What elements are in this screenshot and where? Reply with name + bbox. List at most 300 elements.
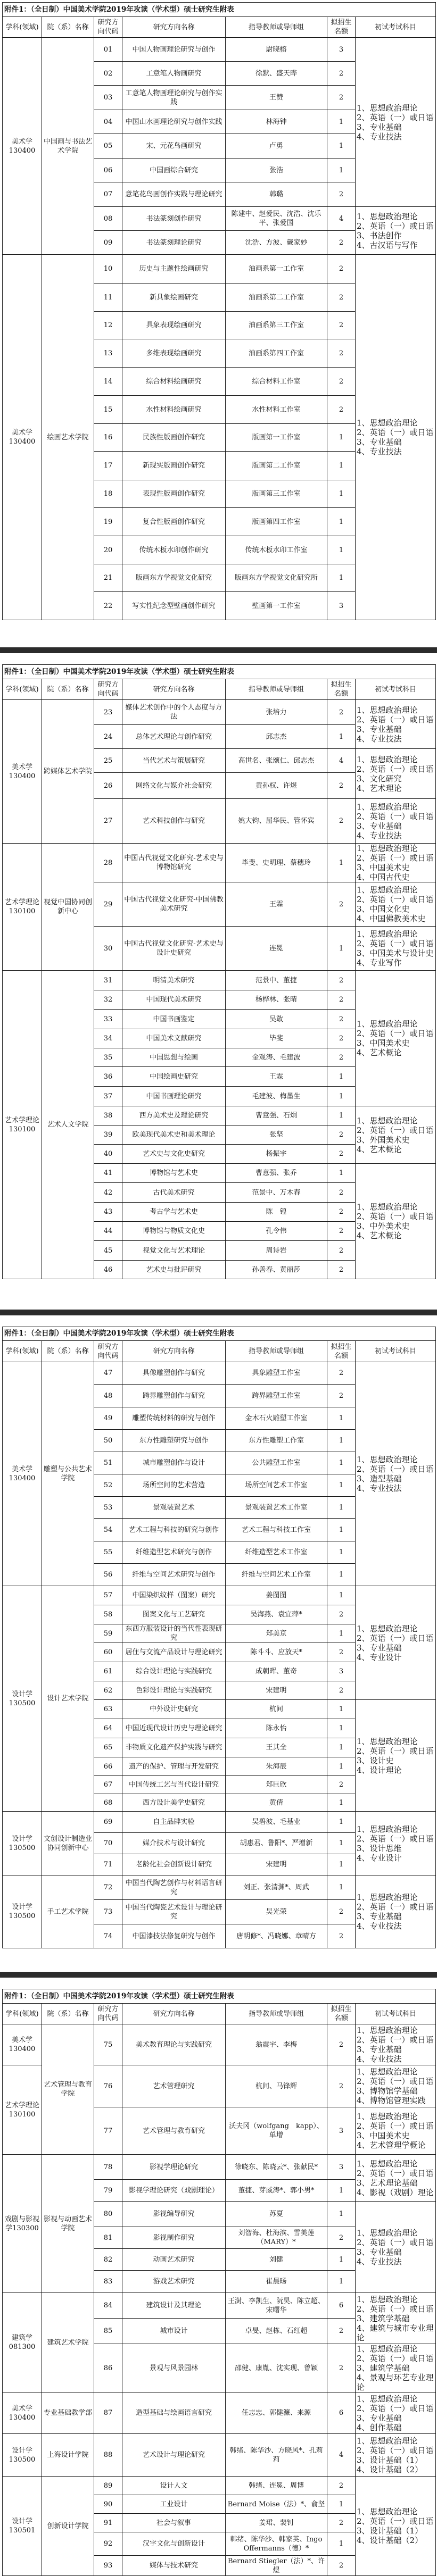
quota-cell: 2 bbox=[327, 231, 356, 255]
direction-cell: 艺术工程与科技的研究与创作 bbox=[122, 1519, 226, 1541]
code-cell: 72 bbox=[94, 1875, 122, 1900]
exam-subjects-cell: 1、思想政治理论 2、英语（一）或日语 3、专业基础 4、专业技法 bbox=[356, 2202, 436, 2293]
department-cell: 视觉中国协同创新中心 bbox=[42, 844, 94, 971]
tutor-cell: 范景中、董捷 bbox=[226, 971, 327, 990]
quota-cell: 1 bbox=[327, 1875, 356, 1900]
quota-cell: 1 bbox=[327, 2202, 356, 2227]
code-cell: 69 bbox=[94, 1812, 122, 1833]
quota-cell: 1 bbox=[327, 1586, 356, 1605]
direction-cell: 工业设计 bbox=[122, 2495, 226, 2514]
table-row bbox=[3, 2434, 436, 2477]
table-row bbox=[3, 38, 436, 62]
direction-cell: 自主品牌实验 bbox=[122, 1812, 226, 1833]
code-cell: 66 bbox=[94, 1757, 122, 1776]
exam-subjects-cell: 1、思想政治理论 2、英语（一）或日语 3、专业基础 4、专业技法 bbox=[356, 255, 436, 620]
exam-subjects-cell: 1、思想政治理论 2、英语（一）或日语 3、艺术理论基础 4、影视（戏剧）理论 bbox=[356, 2155, 436, 2202]
quota-cell: 2 bbox=[327, 2227, 356, 2249]
tutor-cell: 吴海燕、袁宜萍* bbox=[226, 1605, 327, 1624]
department-header: 院（系）名称 bbox=[42, 17, 94, 38]
subject-header: 学科(领域) bbox=[3, 2004, 42, 2024]
direction-cell: 中国古代视觉文化研究-中国佛教美术研究 bbox=[122, 882, 226, 927]
quota-cell: 3 bbox=[327, 592, 356, 620]
quota-header: 拟招生 名额 bbox=[327, 1341, 356, 1362]
department-cell: 雕塑与公共艺术学院 bbox=[42, 1362, 94, 1586]
direction-cell: 表现性版画创作研究 bbox=[122, 480, 226, 508]
table-row bbox=[3, 700, 436, 725]
tutor-cell: 曹意强、石炯 bbox=[226, 1106, 327, 1126]
department-cell: 影视与动画艺术学院 bbox=[42, 2155, 94, 2293]
direction-cell: 媒体与技术研究 bbox=[122, 2556, 226, 2576]
direction-cell: 写实性纪念型壁画创作研究 bbox=[122, 592, 226, 620]
code-cell: 54 bbox=[94, 1519, 122, 1541]
direction-cell: 欧美现代美术史和美术理论 bbox=[122, 1126, 226, 1145]
quota-cell: 1 bbox=[327, 1833, 356, 1854]
code-cell: 80 bbox=[94, 2202, 122, 2227]
direction-cell: 民族性版画创作研究 bbox=[122, 424, 226, 452]
quota-cell: 1 bbox=[327, 1106, 356, 1126]
subject-cell: 美术学 130400 bbox=[3, 2392, 42, 2434]
quota-cell: 2 bbox=[327, 700, 356, 725]
quota-cell: 2 bbox=[327, 2065, 356, 2107]
quota-cell: 3 bbox=[327, 38, 356, 62]
quota-cell: 2 bbox=[327, 1924, 356, 1948]
code-cell: 38 bbox=[94, 1106, 122, 1126]
quota-cell: 2 bbox=[327, 1048, 356, 1067]
direction-cell: 景观与风景园林 bbox=[122, 2344, 226, 2392]
exam-subjects-cell: 1、思想政治理论 2、英语（一）或日语 3、专业基础 4、专业技法 bbox=[356, 799, 436, 844]
code-cell: 88 bbox=[94, 2434, 122, 2477]
quota-cell: 1 bbox=[327, 110, 356, 134]
code-cell: 68 bbox=[94, 1794, 122, 1812]
tutor-header: 指导教师或导师组 bbox=[226, 679, 327, 700]
direction-cell: 中国漆技法修复研究与创作 bbox=[122, 1924, 226, 1948]
exam-subjects-cell: 1、思想政治理论 2、英语（一）或日语 3、设计思维 4、专业设计 bbox=[356, 1812, 436, 1875]
quota-cell: 2 bbox=[327, 2319, 356, 2344]
tutor-cell: 油画系第四工作室 bbox=[226, 339, 327, 368]
exam-header: 初试考试科目 bbox=[356, 17, 436, 38]
code-cell: 35 bbox=[94, 1048, 122, 1067]
code-cell: 42 bbox=[94, 1183, 122, 1203]
quota-cell: 2 bbox=[327, 255, 356, 284]
code-cell: 30 bbox=[94, 927, 122, 971]
direction-cell: 雕塑传统材料的研究与创作 bbox=[122, 1407, 226, 1430]
code-cell: 02 bbox=[94, 62, 122, 86]
title-row bbox=[3, 1327, 436, 1341]
code-cell: 47 bbox=[94, 1362, 122, 1385]
code-cell: 76 bbox=[94, 2065, 122, 2107]
code-cell: 32 bbox=[94, 990, 122, 1010]
document-title: 附件1：（全日制）中国美术学院2019年攻读（学术型）硕士研究生附表 bbox=[3, 665, 436, 679]
direction-cell: 非物质文化遗产保护实践与研究 bbox=[122, 1738, 226, 1757]
code-cell: 50 bbox=[94, 1430, 122, 1452]
table-row bbox=[3, 1875, 436, 1900]
department-cell: 设计艺术学院 bbox=[42, 1586, 94, 1812]
code-cell: 40 bbox=[94, 1145, 122, 1164]
tutor-cell: 杭间 bbox=[226, 1700, 327, 1719]
direction-cell: 造型基础与绘画语言研究 bbox=[122, 2392, 226, 2434]
document-title: 附件1：（全日制）中国美术学院2019年攻读（学术型）硕士研究生附表 bbox=[3, 1327, 436, 1341]
quota-cell: 3 bbox=[327, 1662, 356, 1681]
header-row bbox=[3, 679, 436, 700]
tutor-cell: 宋建明 bbox=[226, 1681, 327, 1700]
code-cell: 46 bbox=[94, 1261, 122, 1279]
direction-cell: 社会与叙事 bbox=[122, 2514, 226, 2532]
tutor-cell: 邵健、康胤、沈实现、曾颖 bbox=[226, 2344, 327, 2392]
code-cell: 78 bbox=[94, 2155, 122, 2180]
tutor-cell: 张浩 bbox=[226, 159, 327, 182]
direction-cell: 复合性版画创作研究 bbox=[122, 508, 226, 536]
tutor-cell: 公共雕塑工作室 bbox=[226, 1452, 327, 1474]
tutor-cell: 曹意强、张乔 bbox=[226, 1164, 327, 1183]
tutor-cell: 刘正、张清渊*、周武 bbox=[226, 1875, 327, 1900]
direction-cell: 艺术科技创作与研究 bbox=[122, 799, 226, 844]
direction-cell: 影视学理论研究（戏剧理论） bbox=[122, 2180, 226, 2202]
code-cell: 87 bbox=[94, 2392, 122, 2434]
code-cell: 86 bbox=[94, 2344, 122, 2392]
code-cell: 91 bbox=[94, 2514, 122, 2532]
tutor-cell: 刘健 bbox=[226, 2249, 327, 2271]
direction-cell: 城市设计 bbox=[122, 2319, 226, 2344]
page-separator bbox=[0, 1972, 437, 1978]
subject-cell: 艺术学理论 130100 bbox=[3, 971, 42, 1279]
direction-cell: 博物馆与物质文化史 bbox=[122, 1222, 226, 1241]
code-cell: 49 bbox=[94, 1407, 122, 1430]
direction-cell: 场所空间的艺术营造 bbox=[122, 1474, 226, 1497]
exam-subjects-cell: 1、思想政治理论 2、英语（一）或日语 3、建筑学基础 4、景观与环艺专业理论 bbox=[356, 2344, 436, 2392]
exam-subjects-cell: 1、思想政治理论 2、英语（一）或日语 3、设计史 4、设计理论 bbox=[356, 1700, 436, 1812]
tutor-cell: Bernard Stiegler（法）*、许煜 bbox=[226, 2556, 327, 2576]
direction-cell: 纤维造型艺术研究与创作 bbox=[122, 1541, 226, 1564]
tutor-cell: 具象雕塑工作室 bbox=[226, 1362, 327, 1385]
tutor-header: 指导教师或导师组 bbox=[226, 17, 327, 38]
header-row bbox=[3, 2004, 436, 2024]
code-cell: 71 bbox=[94, 1854, 122, 1875]
tutor-cell: 传统木板水印工作室 bbox=[226, 536, 327, 564]
tutor-cell: 纤维造型艺术工作室 bbox=[226, 1541, 327, 1564]
quota-cell: 2 bbox=[327, 773, 356, 799]
tutor-cell: 唐明修*、冯晓娜、章晴方 bbox=[226, 1924, 327, 1948]
tutor-cell: 韩绪、连冕、周博 bbox=[226, 2477, 327, 2495]
code-cell: 03 bbox=[94, 86, 122, 110]
quota-cell: 1 bbox=[327, 1497, 356, 1519]
tutor-cell: 郑巨欣 bbox=[226, 1776, 327, 1794]
code-cell: 52 bbox=[94, 1474, 122, 1497]
quota-cell: 2 bbox=[327, 1605, 356, 1624]
department-cell: 跨媒体艺术学院 bbox=[42, 700, 94, 844]
code-cell: 17 bbox=[94, 452, 122, 480]
quota-cell: 1 bbox=[327, 1087, 356, 1106]
code-cell: 28 bbox=[94, 844, 122, 882]
quota-cell: 1 bbox=[327, 927, 356, 971]
direction-header: 研究方向名称 bbox=[122, 679, 226, 700]
quota-cell: 2 bbox=[327, 1145, 356, 1164]
direction-cell: 视觉文化与艺术理论 bbox=[122, 1241, 226, 1261]
code-cell: 55 bbox=[94, 1541, 122, 1564]
direction-cell: 中国古代视觉文化研究-艺术史与博物馆研究 bbox=[122, 844, 226, 882]
quota-cell: 1 bbox=[327, 1474, 356, 1497]
exam-subjects-cell: 1、思想政治理论 2、英语（一）或日语 3、中国美术史 4、中国古代史 bbox=[356, 844, 436, 882]
code-cell: 29 bbox=[94, 882, 122, 927]
code-cell: 08 bbox=[94, 207, 122, 231]
code-cell: 01 bbox=[94, 38, 122, 62]
code-cell: 39 bbox=[94, 1126, 122, 1145]
table-row bbox=[3, 2024, 436, 2065]
code-cell: 51 bbox=[94, 1452, 122, 1474]
tutor-cell: 版画第一工作室 bbox=[226, 424, 327, 452]
quota-cell: 2 bbox=[327, 284, 356, 312]
subject-cell: 美术学 130400 bbox=[3, 2024, 42, 2065]
quota-cell: 2 bbox=[327, 1385, 356, 1407]
tutor-cell: 壁画第一工作室 bbox=[226, 592, 327, 620]
direction-cell: 东西方服装设计的当代性表现研究 bbox=[122, 1624, 226, 1643]
quota-cell: 2 bbox=[327, 2024, 356, 2065]
exam-subjects-cell: 1、思想政治理论 2、英语（一）或日语 3、专业基础 4、专业设计 bbox=[356, 1586, 436, 1700]
tutor-cell: 场所空间艺术工作室 bbox=[226, 1474, 327, 1497]
direction-header: 研究方向名称 bbox=[122, 17, 226, 38]
quota-cell: 2 bbox=[327, 971, 356, 990]
direction-cell: 总体艺术理论与创作研究 bbox=[122, 725, 226, 749]
direction-cell: 中国近现代设计历史与理论研究 bbox=[122, 1719, 226, 1738]
code-cell: 83 bbox=[94, 2271, 122, 2293]
code-cell: 22 bbox=[94, 592, 122, 620]
direction-header: 研究方向名称 bbox=[122, 1341, 226, 1362]
quota-cell: 1 bbox=[327, 452, 356, 480]
quota-cell: 1 bbox=[327, 1407, 356, 1430]
page-separator bbox=[0, 1310, 437, 1315]
code-cell: 10 bbox=[94, 255, 122, 284]
department-header: 院（系）名称 bbox=[42, 1341, 94, 1362]
quota-cell: 2 bbox=[327, 1900, 356, 1924]
direction-cell: 版画东方学视觉文化研究 bbox=[122, 564, 226, 592]
direction-cell: 西方美术史及理论研究 bbox=[122, 1106, 226, 1126]
code-cell: 67 bbox=[94, 1776, 122, 1794]
direction-cell: 中外设计史研究 bbox=[122, 1700, 226, 1719]
exam-subjects-cell: 1、思想政治理论 2、英语（一）或日语 3、设计基础（1） 4、设计基础（2） bbox=[356, 2434, 436, 2477]
code-cell: 14 bbox=[94, 368, 122, 396]
code-cell: 31 bbox=[94, 971, 122, 990]
code-cell: 11 bbox=[94, 284, 122, 312]
tutor-cell: 翁震宇、李梅 bbox=[226, 2024, 327, 2065]
direction-cell: 中国山水画理论研究与创作实践 bbox=[122, 110, 226, 134]
department-header: 院（系）名称 bbox=[42, 679, 94, 700]
direction-cell: 中国现代美术研究 bbox=[122, 990, 226, 1010]
code-cell: 24 bbox=[94, 725, 122, 749]
code-cell: 36 bbox=[94, 1067, 122, 1087]
quota-cell: 1 bbox=[327, 1541, 356, 1564]
quota-cell: 1 bbox=[327, 1519, 356, 1541]
tutor-cell: 王赞 bbox=[226, 86, 327, 110]
tutor-header: 指导教师或导师组 bbox=[226, 2004, 327, 2024]
direction-cell: 多维表现绘画研究 bbox=[122, 339, 226, 368]
tutor-cell: 王霖 bbox=[226, 882, 327, 927]
direction-cell: 艺术史与批评研究 bbox=[122, 1261, 226, 1279]
exam-subjects-cell: 1、思想政治理论 2、英语（一）或日语 3、建筑学基础 4、建筑与城市专业理论 bbox=[356, 2293, 436, 2344]
code-cell: 25 bbox=[94, 749, 122, 773]
exam-header: 初试考试科目 bbox=[356, 679, 436, 700]
tutor-cell: 连冕 bbox=[226, 927, 327, 971]
code-cell: 70 bbox=[94, 1833, 122, 1854]
code-cell: 60 bbox=[94, 1643, 122, 1662]
tutor-cell: 景观装置艺术工作室 bbox=[226, 1497, 327, 1519]
quota-cell: 1 bbox=[327, 1624, 356, 1643]
direction-cell: 具像雕塑创作与研究 bbox=[122, 1362, 226, 1385]
code-cell: 19 bbox=[94, 508, 122, 536]
code-cell: 56 bbox=[94, 1564, 122, 1586]
header-row bbox=[3, 1341, 436, 1362]
enrollment-table bbox=[2, 2, 436, 620]
quota-cell: 6 bbox=[327, 2293, 356, 2319]
direction-cell: 考古学与艺术史 bbox=[122, 1203, 226, 1222]
direction-cell: 综合材料绘画研究 bbox=[122, 368, 226, 396]
exam-header: 初试考试科目 bbox=[356, 2004, 436, 2024]
code-cell: 82 bbox=[94, 2249, 122, 2271]
department-cell: 建筑艺术学院 bbox=[42, 2293, 94, 2392]
quota-cell: 1 bbox=[327, 725, 356, 749]
tutor-cell: 徐晓东、陈晓云*、张献民* bbox=[226, 2155, 327, 2180]
direction-cell: 建筑设计及其理论 bbox=[122, 2293, 226, 2319]
quota-cell: 4 bbox=[327, 749, 356, 773]
quota-cell: 2 bbox=[327, 1643, 356, 1662]
quota-cell: 1 bbox=[327, 134, 356, 159]
department-cell: 文创设计制造业协同创新中心 bbox=[42, 1812, 94, 1875]
quota-cell: 2 bbox=[327, 339, 356, 368]
quota-cell: 1 bbox=[327, 536, 356, 564]
tutor-cell: 毕斐、史明理、蔡穗玲 bbox=[226, 844, 327, 882]
direction-cell: 色彩设计理论与实践研究 bbox=[122, 1681, 226, 1700]
tutor-cell: 油画系第一工作室 bbox=[226, 255, 327, 284]
quota-cell: 2 bbox=[327, 2344, 356, 2392]
tutor-cell: 沈浩、方波、戴家妙 bbox=[226, 231, 327, 255]
exam-subjects-cell: 1、思想政治理论 2、英语（一）或日语 3、书法创作 4、古汉语与写作 bbox=[356, 207, 436, 255]
quota-cell: 2 bbox=[327, 2514, 356, 2532]
tutor-cell: 胡惠君、鲁阳*、严增新 bbox=[226, 1833, 327, 1854]
tutor-cell: 金观涛、毛建波 bbox=[226, 1048, 327, 1067]
subject-cell: 戏剧与影视学130300 bbox=[3, 2155, 42, 2293]
table-row bbox=[3, 2477, 436, 2495]
tutor-cell: 卓旻、赵栋、石红超 bbox=[226, 2319, 327, 2344]
table-page bbox=[2, 2, 435, 620]
quota-cell: 2 bbox=[327, 1362, 356, 1385]
code-cell: 09 bbox=[94, 231, 122, 255]
code-cell: 61 bbox=[94, 1662, 122, 1681]
code-cell: 90 bbox=[94, 2495, 122, 2514]
subject-cell: 设计学 130500 bbox=[3, 1875, 42, 1948]
tutor-cell: 陈 锽 bbox=[226, 1203, 327, 1222]
tutor-cell: 孙善春、黄丽莎 bbox=[226, 1261, 327, 1279]
exam-subjects-cell: 1、思想政治理论 2、英语（一）或日语 3、专业基础 4、创作基础 bbox=[356, 2392, 436, 2434]
tutor-cell: 跨界雕塑工作室 bbox=[226, 1385, 327, 1407]
exam-subjects-cell: 1、思想政治理论 2、英语（一）或日语 3、专业基础 4、专业技法 bbox=[356, 1875, 436, 1948]
tutor-cell: 苏夏 bbox=[226, 2202, 327, 2227]
direction-cell: 东方性雕塑研究与创作 bbox=[122, 1430, 226, 1452]
direction-cell: 中国书画理论研究 bbox=[122, 1087, 226, 1106]
code-cell: 37 bbox=[94, 1087, 122, 1106]
tutor-cell: 韩绪、陈华沙、韩家英、Ingo Offermanns（德）* bbox=[226, 2532, 327, 2556]
tutor-cell: 姜珺、裴钊 bbox=[226, 2514, 327, 2532]
direction-cell: 具象表现绘画研究 bbox=[122, 312, 226, 339]
quota-cell: 2 bbox=[327, 62, 356, 86]
subject-cell: 建筑学 081300 bbox=[3, 2293, 42, 2392]
tutor-cell: Bernard Moise（法）*、俞坚 bbox=[226, 2495, 327, 2514]
code-header: 研究方 向代码 bbox=[94, 17, 122, 38]
code-cell: 06 bbox=[94, 159, 122, 182]
department-cell: 专业基础教学部 bbox=[42, 2392, 94, 2434]
quota-cell: 2 bbox=[327, 1776, 356, 1794]
quota-cell: 2 bbox=[327, 1681, 356, 1700]
code-cell: 63 bbox=[94, 1700, 122, 1719]
quota-cell: 2 bbox=[327, 882, 356, 927]
tutor-cell: 王霖 bbox=[226, 1067, 327, 1087]
subject-header: 学科(领域) bbox=[3, 679, 42, 700]
tutor-cell: 王其全 bbox=[226, 1738, 327, 1757]
tutor-cell: 卢勇 bbox=[226, 134, 327, 159]
code-cell: 57 bbox=[94, 1586, 122, 1605]
direction-cell: 西方设计美学史研究 bbox=[122, 1794, 226, 1812]
tutor-cell: 吴碧波、毛基业 bbox=[226, 1812, 327, 1833]
code-cell: 89 bbox=[94, 2477, 122, 2495]
direction-cell: 意笔花鸟画创作实践与理论研究 bbox=[122, 182, 226, 207]
quota-cell: 1 bbox=[327, 1564, 356, 1586]
direction-cell: 游戏艺术研究 bbox=[122, 2271, 226, 2293]
quota-cell: 4 bbox=[327, 2434, 356, 2477]
quota-cell: 1 bbox=[327, 480, 356, 508]
direction-cell: 工意笔人物画研究 bbox=[122, 62, 226, 86]
quota-cell: 1 bbox=[327, 1430, 356, 1452]
quota-cell: 1 bbox=[327, 844, 356, 882]
exam-subjects-cell: 1、思想政治理论 2、英语（一）或日语 3、中国文化史 4、中国佛教美术史 bbox=[356, 882, 436, 927]
subject-cell: 设计学 130500 bbox=[3, 1586, 42, 1812]
code-cell: 93 bbox=[94, 2556, 122, 2576]
quota-cell: 3 bbox=[327, 2107, 356, 2155]
table-row bbox=[3, 844, 436, 882]
code-cell: 59 bbox=[94, 1624, 122, 1643]
table-row bbox=[3, 2155, 436, 2180]
tutor-cell: 郑美京 bbox=[226, 1624, 327, 1643]
direction-cell: 动画艺术研究 bbox=[122, 2249, 226, 2271]
quota-cell: 6 bbox=[327, 2392, 356, 2434]
quota-cell: 3 bbox=[327, 2155, 356, 2180]
direction-cell: 中国书画鉴定 bbox=[122, 1010, 226, 1029]
subject-cell: 设计学 130500 bbox=[3, 2434, 42, 2477]
direction-cell: 中国思想与绘画 bbox=[122, 1048, 226, 1067]
tutor-cell: 艺术工程与科技工作室 bbox=[226, 1519, 327, 1541]
code-cell: 34 bbox=[94, 1029, 122, 1048]
tutor-cell: 邱志杰 bbox=[226, 725, 327, 749]
quota-cell: 2 bbox=[327, 1010, 356, 1029]
direction-cell: 影视编导研究 bbox=[122, 2202, 226, 2227]
tutor-cell: 张坚 bbox=[226, 1126, 327, 1145]
exam-subjects-cell: 1、思想政治理论 2、英语（一）或日语 3、外国美术史 4、艺术概论 bbox=[356, 1106, 436, 1164]
direction-cell: 居住与交流产品设计与理论研究 bbox=[122, 1643, 226, 1662]
code-cell: 16 bbox=[94, 424, 122, 452]
exam-subjects-cell: 1、思想政治理论 2、英语（一）或日语 3、中国美术与设计史 4、专业写作 bbox=[356, 927, 436, 971]
direction-cell: 图案文化与工艺研究 bbox=[122, 1605, 226, 1624]
code-cell: 85 bbox=[94, 2319, 122, 2344]
direction-cell: 博物馆与艺术史 bbox=[122, 1164, 226, 1183]
quota-cell: 2 bbox=[327, 1241, 356, 1261]
tutor-header: 指导教师或导师组 bbox=[226, 1341, 327, 1362]
enrollment-table bbox=[2, 664, 436, 1279]
quota-cell: 1 bbox=[327, 1700, 356, 1719]
department-cell: 上海设计学院 bbox=[42, 2434, 94, 2477]
tutor-cell: 宋建明 bbox=[226, 1854, 327, 1875]
direction-cell: 新现实版画创作研究 bbox=[122, 452, 226, 480]
table-row bbox=[3, 1586, 436, 1605]
code-cell: 92 bbox=[94, 2532, 122, 2556]
exam-subjects-cell: 1、思想政治理论 2、英语（一）或日语 3、专业基础 4、专业技法 bbox=[356, 2024, 436, 2065]
department-header: 院（系）名称 bbox=[42, 2004, 94, 2024]
quota-cell: 1 bbox=[327, 1794, 356, 1812]
